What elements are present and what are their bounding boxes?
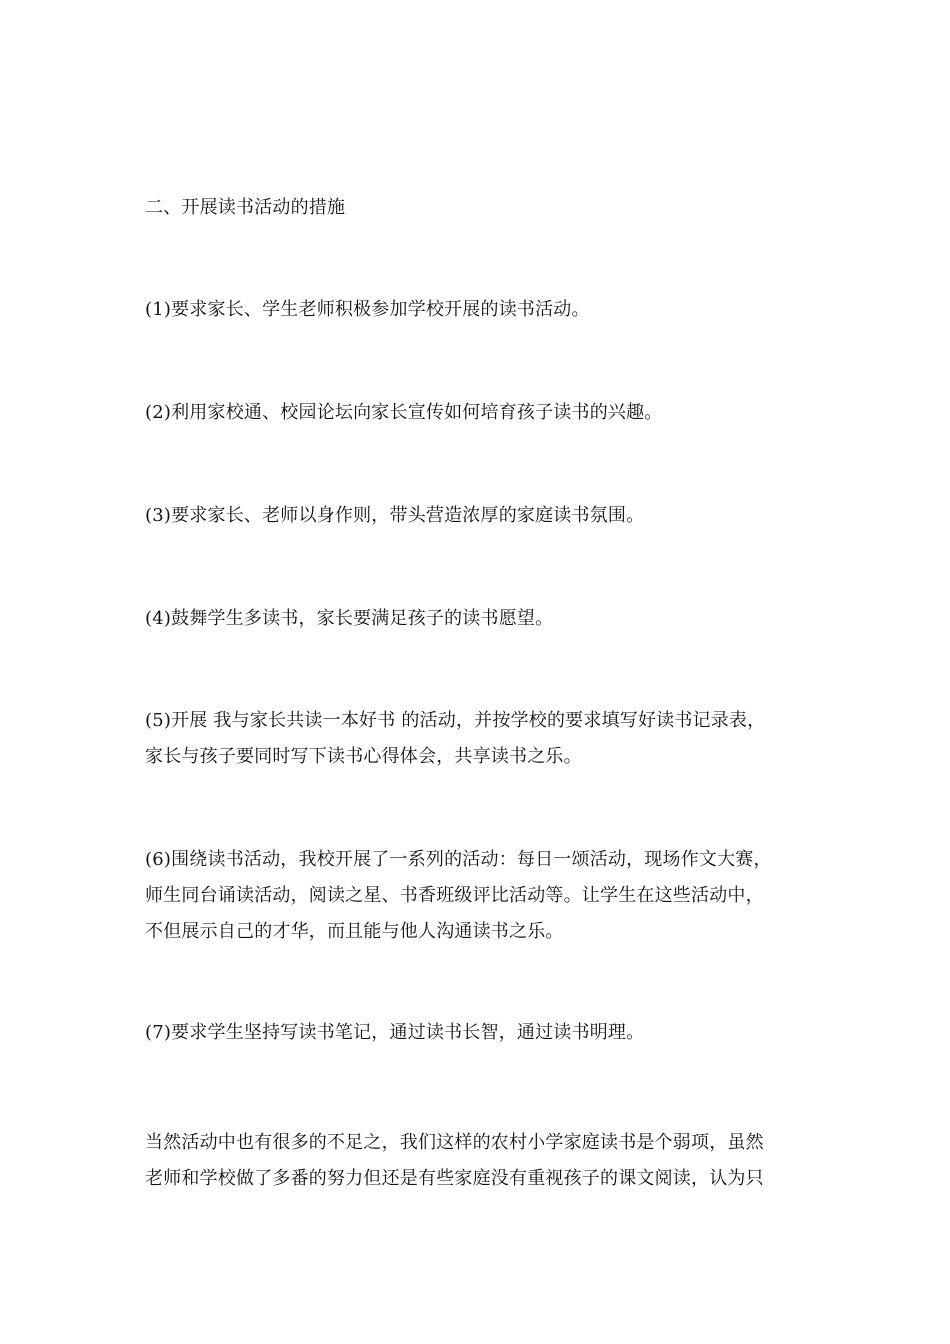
paragraph-line: 家长与孩子要同时写下读书心得体会，共享读书之乐。 xyxy=(145,746,582,767)
paragraph-line: (7)要求学生坚持写读书笔记，通过读书长智，通过读书明理。 xyxy=(145,1022,645,1043)
measure-item-3 xyxy=(145,498,825,534)
paragraph-line: 老师和学校做了多番的努力但还是有些家庭没有重视孩子的课文阅读，认为只 xyxy=(145,1168,764,1189)
paragraph-line: (2)利用家校通、校园论坛向家长宣传如何培育孩子读书的兴趣。 xyxy=(145,402,663,423)
paragraph-line: (4)鼓舞学生多读书，家长要满足孩子的读书愿望。 xyxy=(145,608,554,629)
paragraph-line: (3)要求家长、老师以身作则，带头营造浓厚的家庭读书氛围。 xyxy=(145,505,645,526)
paragraph-line: 师生同台诵读活动，阅读之星、书香班级评比活动等。让学生在这些活动中， xyxy=(145,885,764,906)
paragraph-line: 不但展示自己的才华，而且能与他人沟通读书之乐。 xyxy=(145,921,564,942)
measure-item-2 xyxy=(145,395,825,431)
summary-paragraph xyxy=(145,1125,825,1197)
paragraph-line: (6)围绕读书活动，我校开展了一系列的活动：每日一颂活动，现场作文大赛， xyxy=(145,849,772,870)
measure-item-1 xyxy=(145,292,825,328)
measure-item-6 xyxy=(145,842,825,950)
measure-item-5 xyxy=(145,703,825,775)
measure-item-7 xyxy=(145,1015,825,1051)
section-heading xyxy=(145,190,825,226)
paragraph-line: 当然活动中也有很多的不足之，我们这样的农村小学家庭读书是个弱项，虽然 xyxy=(145,1132,764,1153)
heading-line: 二、开展读书活动的措施 xyxy=(145,197,346,218)
paragraph-line: (5)开展 我与家长共读一本好书 的活动，并按学校的要求填写好读书记录表， xyxy=(145,710,766,731)
measure-item-4 xyxy=(145,601,825,637)
paragraph-line: (1)要求家长、学生老师积极参加学校开展的读书活动。 xyxy=(145,299,590,320)
